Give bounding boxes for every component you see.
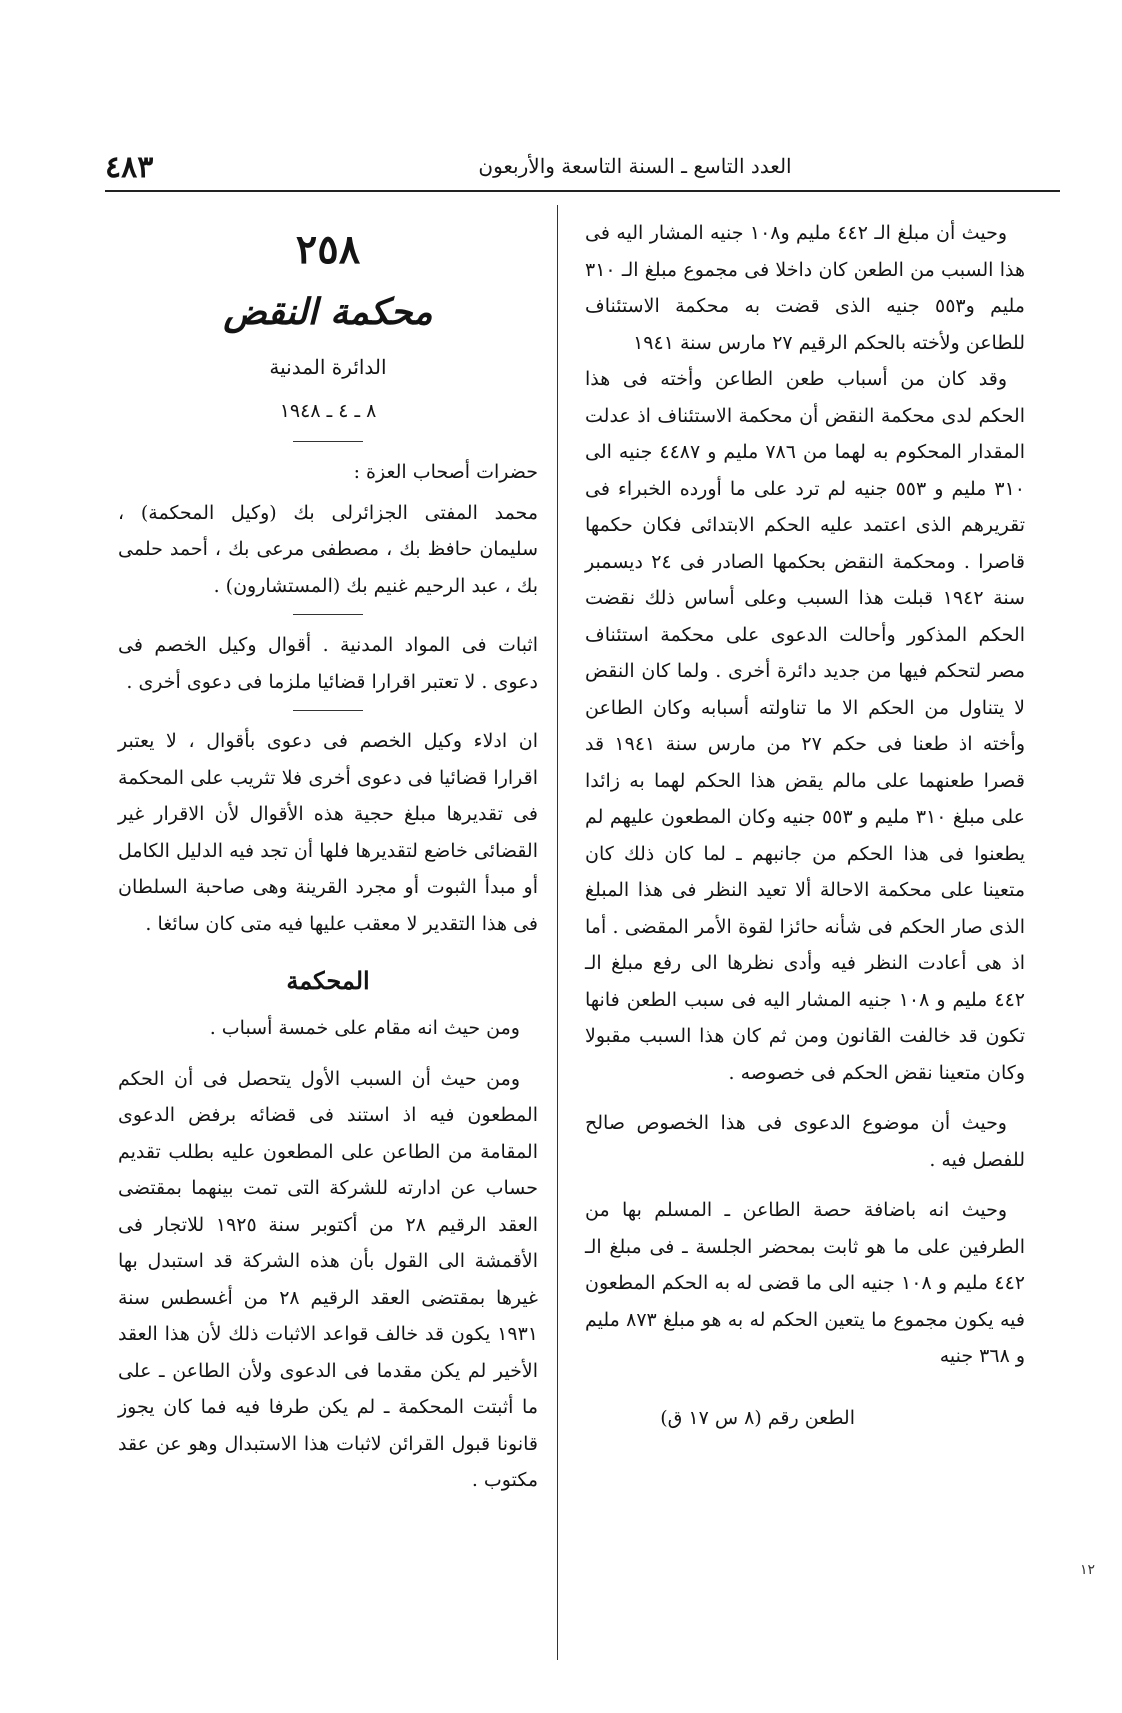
legal-principle: ان ادلاء وكيل الخصم فى دعوى بأقوال ، لا يعتبر اقرارا قضائيا فى دعوى أخرى فلا تثريب على المحكمة فى تقديرها مبلغ حجية هذه الأقوال لأن الاقرار غير القضائى خاضع لتقديرها فلها أن تجد فيه الدليل الكامل أو مبدأ الثبوت أو مجرد القرينة وهى صاحبة السلطان فى هذا التقدير لا معقب عليها فيه متى كان سائغا . [118,730,538,935]
page-number: ٤٨٣ [105,150,154,185]
case-reference: الطعن رقم (٨ س ١٧ ق) [660,1406,855,1429]
paragraph: وقد كان من أسباب طعن الطاعن وأخته فى هذا الحكم لدى محكمة النقض أن محكمة الاستئناف اذ عدلت المقدار المحكوم به لهما من ٧٨٦ مليم و ٤٤٨٧ جنيه الى ٣١٠ مليم و ٥٥٣ جنيه لم ترد على ما أورده الخبراء فى تقريرهم الذى اعتمد عليه الحكم الابتدائى فكان حكمها قاصرا . ومحكمة النقض بحكمها الصادر فى ٢٤ ديسمبر سنة ١٩٤٢ قبلت هذا السبب وعلى أساس ذلك نقضت الحكم المذكور وأحالت الدعوى على محكمة استئناف مصر لتحكم فيها من جديد دائرة أخرى . ولما كان النقض لا يتناول من الحكم الا ما تناولته أسبابه وكان الطاعن وأخته اذ طعنا فى حكم ٢٧ من مارس سنة ١٩٤١ قد قصرا طعنهما على مالم يقض هذا الحكم لهما به زائدا على مبلغ ٣١٠ مليم و ٥٥٣ جنيه وكان المطعون عليهم لم يطعنوا فى هذا الحكم من جانبهم ـ لما كان ذلك كان متعينا على محكمة الاحالة ألا تعيد النظر فى هذا المبلغ الذى صار الحكم فى شأنه حائزا لقوة الأمر المقضى . أما اذ هى أعادت النظر فيه وأدى نظرها الى رفع مبلغ الـ ٤٤٢ مليم و ١٠٨ جنيه المشار اليه فى سبب الطعن فانها تكون قد خالفت القانون ومن ثم كان هذا السبب مقبولا وكان متعينا نقض الحكم فى خصوصه . [585,368,1026,1084]
court-name: محكمة النقض [223,291,433,333]
court-circuit: الدائرة المدنية [269,355,387,379]
paragraph: ومن حيث أن السبب الأول يتحصل فى أن الحكم المطعون فيه اذ استند فى قضائه برفض الدعوى المقامة من الطاعن على المطعون عليه بطلب تقديم حساب عن ادارته للشركة التى تمت بينهما بمقتضى العقد الرقيم ٢٨ من أكتوبر سنة ١٩٢٥ للاتجار فى الأقمشة الى القول بأن هذه الشركة قد استبدل بها غيرها بمقتضى العقد الرقيم ٢٨ من أغسطس سنة ١٩٣١ يكون قد خالف قواعد الاثبات ذلك لأن هذا العقد الأخير لم يكن مقدما فى الدعوى ولأن الطاعن ـ على ما أثبتت المحكمة ـ لم يكن طرفا فيه فما كان يجوز قانونا قبول القرائن لاثبات هذا الاستبدال وهو عن عقد مكتوب . [118,1067,538,1491]
running-title: العدد التاسع ـ السنة التاسعة والأربعون [478,154,792,178]
decision-date: ٨ ـ ٤ ـ ١٩٤٨ [279,400,377,422]
spacer [585,1091,1025,1105]
spacer [118,1047,538,1061]
section-title: المحكمة [286,966,370,995]
right-column [585,215,1025,1433]
spacer [585,1178,1025,1192]
column-divider [557,205,558,1660]
paragraph: وحيث انه باضافة حصة الطاعن ـ المسلم بها من الطرفين على ما هو ثابت بمحضر الجلسة ـ فى مبلغ الـ ٤٤٢ مليم و ١٠٨ جنيه الى ما قضى له به الحكم المطعون فيه يكون مجموع ما يتعين الحكم له به هو مبلغ ٨٧٣ مليم و ٣٦٨ جنيه [585,1199,1026,1367]
page-header [105,150,1060,190]
left-column [118,215,538,1499]
decision-summary: اثبات فى المواد المدنية . أقوال وكيل الخصم فى دعوى . لا تعتبر اقرارا قضائيا ملزما فى دعوى أخرى . [118,634,538,693]
judges-list: محمد المفتى الجزائرلى بك (وكيل المحكمة) ، سليمان حافظ بك ، مصطفى مرعى بك ، أحمد حلمى بك ، عبد الرحيم غنيم بك (المستشارون) . [118,501,538,597]
divider [293,441,363,442]
header-rule [105,190,1060,192]
divider [293,614,363,615]
margin-mark: ١٢ [1080,1562,1096,1578]
paragraph: وحيث أن مبلغ الـ ٤٤٢ مليم و١٠٨ جنيه المشار اليه فى هذا السبب من الطعن كان داخلا فى مجموع مبلغ الـ ٣١٠ مليم و٥٥٣ جنيه الذى قضت به محكمة الاستئناف للطاعن ولأخته بالحكم الرقيم ٢٧ مارس سنة ١٩٤١ [585,222,1025,354]
divider [293,710,363,711]
paragraph: وحيث أن موضوع الدعوى فى هذا الخصوص صالح للفصل فيه . [585,1112,1025,1171]
judges-intro: حضرات أصحاب العزة : [353,461,538,483]
paragraph: ومن حيث انه مقام على خمسة أسباب . [209,1017,520,1039]
decision-number: ٢٥٨ [295,226,361,273]
